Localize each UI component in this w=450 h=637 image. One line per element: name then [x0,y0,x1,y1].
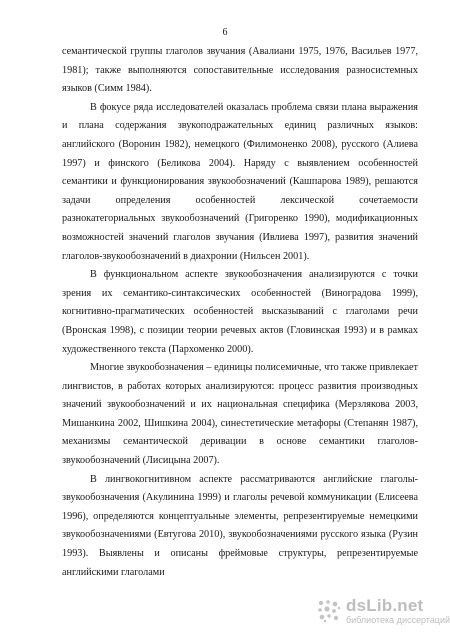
body-text [62,43,418,582]
watermark [316,591,450,631]
page-number: 6 [222,27,228,38]
watermark-brand: dsLib.net [346,596,424,615]
dslib-logo-icon [316,598,342,624]
paragraph-2: В фокусе ряда исследователей оказалась проблема связи плана выражения и плана содержания звукоподражательных единиц различных языков: английского (Воронин 1982), немецкого (Филимоненко 2008), русского (Алиева 1997) и финского (Беликова 2004). Наряду с выявлением особенностей семантики и функционирования звукообозначений (Кашпарова 1989), решаются задачи определения особенностей лексической сочетаемости разнокатегориальных звукообозначений (Григоренко 1990), модификационных возможностей значений глаголов звучания (Ивлиева 1997), развития значений глаголов-звукообозначений в диахронии (Нильсен 2001). [62,101,418,262]
watermark-text [346,597,450,625]
paragraph-4: Многие звукообозначения – единицы полисемичные, что также привлекает лингвистов, в работах которых анализируются: процесс развития производных значений звукообозначений и их национальная специфика (Мерзлякова 2003, Мишанкина 2002, Шишкина 2004), синестетические метафоры (Степанян 1987), механизмы семантической деривации в основе семантики глаголов-звукообозначений (Лисицына 2007). [62,362,418,467]
paragraph-5: В лингвокогнитивном аспекте рассматриваются английские глаголы-звукообозначения (Акулинина 1999) и глаголы речевой коммуникации (Елисеева 1996), определяются концептуальные элементы, репрезентируемые немецкими звукообозначениями (Евтугова 2010), звукообозначениями русского языка (Рузин 1993). Выявлены и описаны фреймовые структуры, репрезентируемые английскими глаголами [62,473,418,578]
paragraph-1: семантической группы глаголов звучания (Авалиани 1975, 1976, Васильев 1977, 1981); также выполняются сопоставительные исследования разносистемных языков (Симм 1984). [62,46,418,95]
watermark-subtitle: библиотека диссертаций [346,615,450,625]
paragraph-3: В функциональном аспекте звукообозначения анализируются с точки зрения их семантико-синтаксических особенностей (Виноградова 1999), когнитивно-прагматических особенностей высказываний с глаголами речи (Вронская 1998), с позиции теории речевых актов (Гловинская 1993) и в рамках художественного текста (Пархоменко 2000). [62,269,418,355]
